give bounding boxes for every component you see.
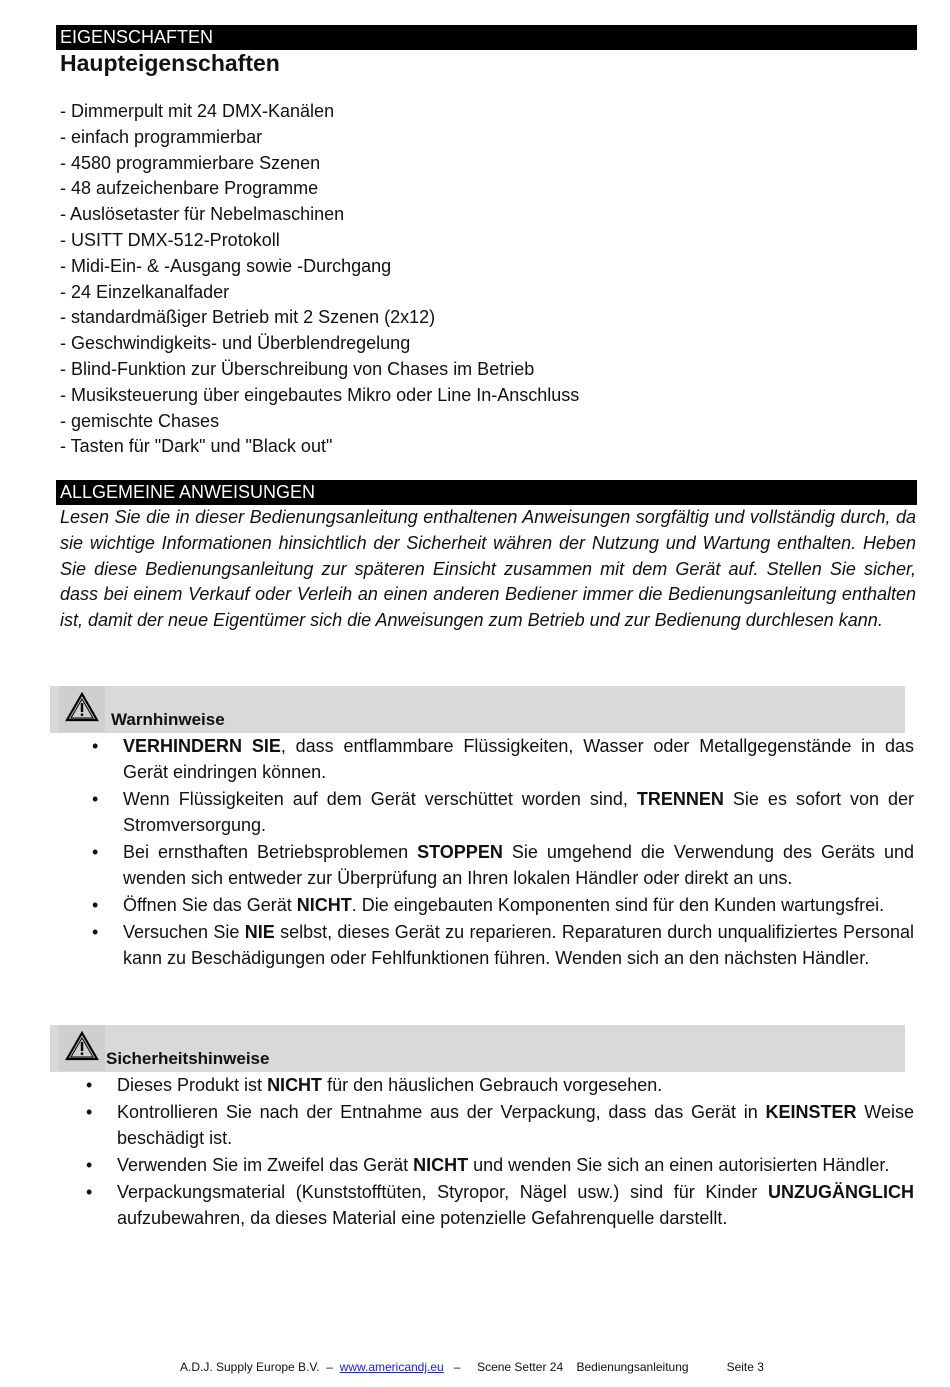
- general-instructions-text: Lesen Sie die in dieser Bedienungsanleitung enthaltenen Anweisungen sorgfältig und vollständig durch, da sie wichtige Informationen hinsichtlich der Sicherheit währen der Nutzung und Wartung enthalten. Heben Sie diese Bedienungsanleitung zur späteren Einsicht zusammen mit dem Gerät auf. Stellen Sie sicher, dass bei einem Verkauf oder Verleih an einen anderen Bediener immer die Bedienungsanleitung enthalten ist, damit der neue Eigentümer sich die Anweisungen zum Betrieb und zur Bedienung durchlesen kann.: [60, 507, 916, 631]
- bullet-text: aufzubewahren, da dieses Material eine potenzielle Gefahrenquelle darstellt.: [117, 1208, 728, 1228]
- warning-icon: [59, 1025, 105, 1071]
- bullet-text: . Die eingebauten Komponenten sind für den Kunden wartungsfrei.: [351, 895, 885, 915]
- bullet-emphasis: UNZUGÄNGLICH: [768, 1182, 914, 1202]
- bullet-text: Weise beschädigt ist.: [117, 1102, 914, 1148]
- feature-item: - Tasten für "Dark" und "Black out": [60, 436, 333, 457]
- feature-item: - USITT DMX-512-Protokoll: [60, 229, 280, 250]
- feature-item: - standardmäßiger Betrieb mit 2 Szenen (2x12): [60, 307, 436, 328]
- safety-item: [86, 1072, 914, 1098]
- section-header-anweisungen: ALLGEMEINE ANWEISUNGEN: [56, 480, 917, 505]
- bullet-emphasis: STOPPEN: [417, 842, 503, 862]
- bullet-emphasis: NICHT: [413, 1155, 469, 1175]
- safety-label: Sicherheitshinweise: [106, 1049, 270, 1068]
- warnings-item: [92, 733, 914, 785]
- footer-link[interactable]: www.americandj.eu: [339, 1360, 444, 1374]
- bullet-emphasis: NICHT: [267, 1075, 323, 1095]
- warning-icon: [59, 686, 105, 732]
- feature-item: - Dimmerpult mit 24 DMX-Kanälen: [60, 101, 335, 121]
- feature-item: - 48 aufzeichenbare Programme: [60, 178, 319, 199]
- warnings-header: [50, 686, 905, 733]
- bullet-emphasis: NICHT: [296, 895, 352, 915]
- bullet-emphasis: TRENNEN: [636, 789, 724, 809]
- bullet-text: Verpackungsmaterial (Kunststofftüten, Styropor, Nägel usw.) sind für Kinder: [117, 1182, 768, 1202]
- bullet-text: Bei ernsthaften Betriebsproblemen: [123, 842, 418, 862]
- warnings-list: [92, 733, 915, 972]
- bullet-icon: •: [86, 1075, 93, 1095]
- warnings-label: Warnhinweise: [111, 710, 225, 729]
- bullet-text: , dass entflammbare Flüssigkeiten, Wasser oder Metallgegenstände in das Gerät eindringen können.: [123, 736, 914, 782]
- warnings-item: [92, 839, 914, 891]
- feature-item: - gemischte Chases: [60, 410, 220, 431]
- feature-item: - Geschwindigkeits- und Überblendregelung: [60, 333, 411, 354]
- bullet-icon: •: [92, 736, 99, 756]
- page-title: Haupteigenschaften: [60, 50, 280, 76]
- bullet-text: Kontrollieren Sie nach der Entnahme aus der Verpackung, dass das Gerät in: [117, 1102, 766, 1122]
- warnings-item: [92, 919, 915, 971]
- bullet-icon: •: [92, 895, 99, 915]
- warnings-item: [92, 892, 914, 918]
- section-header-eigenschaften: EIGENSCHAFTEN: [56, 25, 917, 50]
- bullet-emphasis: VERHINDERN SIE: [123, 736, 281, 756]
- bullet-text: Öffnen Sie das Gerät: [123, 895, 297, 915]
- bullet-text: für den häuslichen Gebrauch vorgesehen.: [322, 1075, 663, 1095]
- feature-item: - 4580 programmierbare Szenen: [60, 152, 321, 173]
- safety-list: [86, 1072, 914, 1232]
- feature-item: - 24 Einzelkanalfader: [60, 281, 230, 302]
- bullet-text: und wenden Sie sich an einen autorisierten Händler.: [468, 1155, 890, 1175]
- footer-page-number: Seite 3: [726, 1360, 764, 1374]
- bullet-text: Sie umgehend die Verwendung des Geräts und wenden sich entweder zur Überprüfung an Ihren lokalen Händler oder direkt an uns.: [123, 842, 914, 888]
- bullet-icon: •: [86, 1102, 93, 1122]
- bullet-text: Versuchen Sie: [123, 922, 245, 942]
- bullet-text: Verwenden Sie im Zweifel das Gerät: [117, 1155, 414, 1175]
- bullet-text: selbst, dieses Gerät zu reparieren. Reparaturen durch unqualifiziertes Personal kann zu Beschädigungen oder Fehlfunktionen führen. Wenden sich an den nächsten Händler.: [123, 922, 915, 968]
- bullet-icon: •: [92, 789, 99, 809]
- bullet-icon: •: [86, 1155, 93, 1175]
- bullet-emphasis: KEINSTER: [765, 1102, 857, 1122]
- bullet-icon: •: [92, 842, 99, 862]
- feature-item: - Musiksteuerung über eingebautes Mikro oder Line In-Anschluss: [60, 384, 580, 405]
- warnings-item: [92, 786, 915, 838]
- bullet-icon: •: [86, 1182, 93, 1202]
- footer-separator: –: [443, 1360, 478, 1374]
- feature-item: - Auslösetaster für Nebelmaschinen: [60, 204, 345, 225]
- safety-item: [86, 1099, 914, 1151]
- safety-item: [86, 1179, 914, 1231]
- bullet-text: Sie es sofort von der Stromversorgung.: [123, 789, 915, 835]
- feature-item: - Blind-Funktion zur Überschreibung von Chases im Betrieb: [60, 358, 535, 379]
- bullet-text: Dieses Produkt ist: [117, 1075, 268, 1095]
- feature-item: - Midi-Ein- & -Ausgang sowie -Durchgang: [60, 255, 392, 276]
- page-footer: [180, 1360, 764, 1374]
- bullet-text: Wenn Flüssigkeiten auf dem Gerät verschüttet worden sind,: [123, 789, 637, 809]
- bullet-icon: •: [92, 922, 99, 942]
- bullet-emphasis: NIE: [244, 922, 275, 942]
- footer-company: A.D.J. Supply Europe B.V. –: [180, 1360, 340, 1374]
- feature-list: [60, 99, 579, 460]
- feature-item: - einfach programmierbar: [60, 126, 263, 147]
- safety-header: [50, 1025, 905, 1072]
- safety-item: [86, 1152, 914, 1178]
- footer-product: Scene Setter 24 Bedienungsanleitung: [477, 1360, 689, 1374]
